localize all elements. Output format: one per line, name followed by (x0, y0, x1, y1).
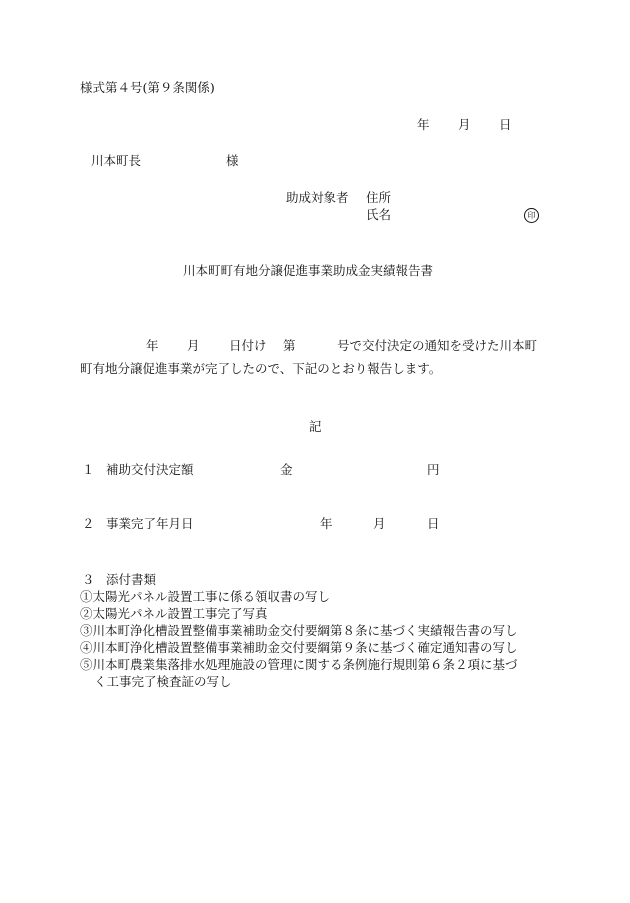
body-year-label: 年 (146, 338, 159, 353)
body-line2: 町有地分譲促進事業が完了したので、下記のとおり報告します。 (80, 361, 442, 376)
seal-mark: 印 (524, 208, 539, 223)
document-title: 川本町町有地分譲促進事業助成金実績報告書 (183, 263, 434, 278)
item3-label: 添付書類 (106, 572, 157, 587)
item2-month: 月 (373, 516, 386, 531)
date-month-label: 月 (458, 117, 471, 132)
attachment-item-continuation: く工事完了検査証の写し (94, 674, 232, 689)
applicant-role-label: 助成対象者 (286, 190, 349, 205)
attachment-item: ③川本町浄化槽設置整備事業補助金交付要綱第８条に基づく実績報告書の写し (80, 623, 518, 638)
body-day-ref: 日付け (229, 338, 267, 353)
item2-day: 日 (427, 516, 440, 531)
body-month-label: 月 (187, 338, 200, 353)
item3-number: ３ (82, 572, 95, 587)
item1-label: 補助交付決定額 (106, 462, 194, 477)
attachment-item: ④川本町浄化槽設置整備事業補助金交付要綱第９条に基づく確定通知書の写し (80, 640, 518, 655)
body-number-prefix: 第 (283, 338, 296, 353)
addressee-name: 川本町長 (91, 153, 142, 168)
item1-kin: 金 (280, 462, 293, 477)
item2-year: 年 (320, 516, 333, 531)
item1-yen: 円 (427, 462, 440, 477)
ki-heading: 記 (309, 419, 322, 434)
applicant-name-label: 氏名 (366, 207, 392, 222)
addressee-honorific: 様 (226, 153, 239, 168)
date-year-label: 年 (417, 117, 430, 132)
attachment-item: ②太陽光パネル設置工事完了写真 (80, 606, 268, 621)
item2-label: 事業完了年月日 (106, 516, 194, 531)
form-number: 様式第４号(第９条関係) (80, 80, 215, 95)
date-day-label: 日 (499, 117, 512, 132)
attachment-item: ①太陽光パネル設置工事に係る領収書の写し (80, 589, 331, 604)
body-line1-rest: 号で交付決定の通知を受けた川本町 (337, 338, 538, 353)
attachment-item: ⑤川本町農業集落排水処理施設の管理に関する条例施行規則第６条２項に基づ (80, 657, 518, 672)
item2-number: ２ (82, 516, 95, 531)
item1-number: １ (82, 462, 95, 477)
applicant-address-label: 住所 (366, 190, 392, 205)
